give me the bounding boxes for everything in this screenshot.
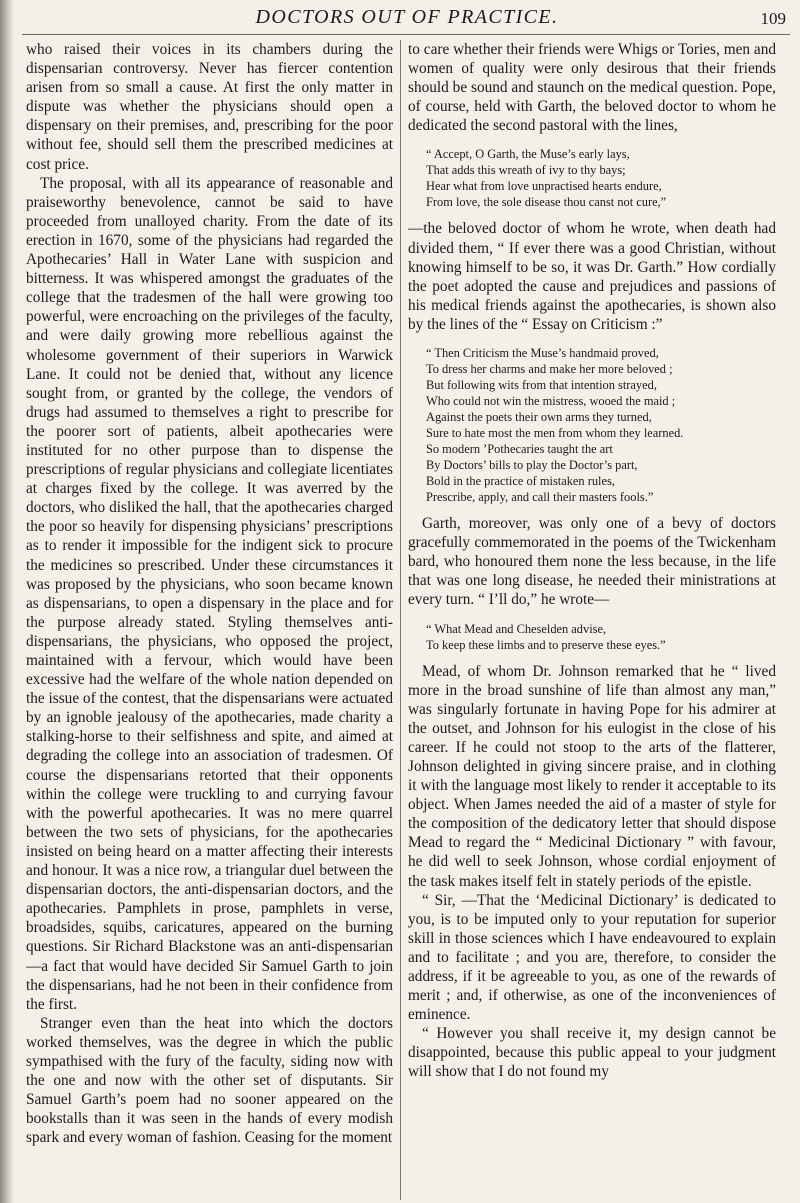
left-column [26, 40, 393, 1200]
verse-line: From love, the sole disease thou canst not cure,” [426, 195, 667, 210]
verse-line: “ Then Criticism the Muse’s handmaid proved, [426, 346, 659, 361]
verse-quote-mead-cheselden [426, 621, 776, 653]
paragraph: Mead, of whom Dr. Johnson remarked that he “ lived more in the broad sunshine of life than almost any man,” was singularly fortunate in having Pope for his admirer at the outset, and Johnson for his eulogist in the close of his career. If he could not stoop to the arts of the flatterer, Johnson delighted in giving sincere praise, and in clothing it with the language most likely to render it acceptable to its object. When James needed the aid of a master of style for the composition of the dedicatory letter that should dispose Mead to regard the “ Medicinal Dictionary ” with favour, he did well to seek Johnson, whose cordial enjoyment of the task makes itself felt in stately periods of the epistle. [408, 662, 776, 890]
paragraph: The proposal, with all its appearance of reasonable and praiseworthy benevolence, cannot be said to have proceeded from unalloyed charity. From the date of its erection in 1670, some of the physicians had regarded the Apothecaries’ Hall in Water Lane with suspicion and bitterness. It was whispered amongst the graduates of the college that the tradesmen of the hall were growing too powerful, were encroaching on the privileges of the faculty, and were daily growing more rebellious against the wholesome government of their superiors in Warwick Lane. It could not be denied that, without any licence sought from, or granted by the college, the vendors of drugs had assumed to themselves a right to prescribe for the poorer sort of patients, albeit apothecaries were instituted for no other purpose than to dispense the prescriptions of regular physicians and collegiate licentiates at charges fixed by the college. It was averred by the doctors, who disliked the hall, that the apothecaries charged the poor so heavily for dispensing physicians’ prescriptions as to render it impossible for the indigent sick to procure the medicines so prescribed. Under these circumstances it was proposed by the physicians, who soon became known as dispensarians, to open a dispensary in the place and for the purpose already stated. Styling themselves anti-dispensarians, the physicians, who opposed the project, maintained with a fervour, which would have been excessive had the welfare of the whole nation depended on the issue of the contest, that the dispensarians were actuated by an ignoble jealousy of the apothecaries, made charity a stalking-horse to their selfishness and spite, and aimed at degrading the college into an association of tradesmen. Of course the dispensarians retorted that their opponents within the college were truckling to and currying favour with the powerful apothecaries. It was no mere quarrel between the two sets of physicians, for the apothecaries insisted on being heard on a matter affecting their interests and honour. It was a nice row, a triangular duel between the dispensarian doctors, the anti-dispensarian doctors, and the apothecaries. Pamphlets in prose, pamphlets in verse, broadsides, squibs, caricatures, appeared on the burning questions. Sir Richard Blackstone was an anti-dispensarian—a fact that would have decided Sir Samuel Garth to join the dispensarians, had he not been in their confidence from the first. [26, 174, 393, 1013]
paragraph: Stranger even than the heat into which the doctors worked themselves, was the degree in which the public sympathised with the fury of the faculty, siding now with the one and now with the other set of disputants. Sir Samuel Garth’s poem had no sooner appeared on the bookstalls than it was seen in the hands of every modish spark and every woman of fashion. Ceasing for the moment [26, 1014, 393, 1147]
right-column [408, 40, 776, 1200]
verse-line: So modern ’Pothecaries taught the art [426, 442, 613, 457]
verse-line: Hear what from love unpractised hearts endure, [426, 179, 662, 194]
verse-line: By Doctors’ bills to play the Doctor’s part, [426, 458, 638, 473]
verse-line: To keep these limbs and to preserve these eyes.” [426, 637, 666, 652]
running-title: DOCTORS OUT OF PRACTICE. [255, 6, 559, 28]
verse-line: Sure to hate most the men from whom they learned. [426, 426, 684, 441]
verse-line: That adds this wreath of ivy to thy bays; [426, 163, 626, 178]
paragraph: to care whether their friends were Whigs or Tories, men and women of quality were only desirous that their friends should be sound and staunch on the medical question. Pope, of course, held with Garth, the beloved doctor to whom he dedicated the second pastoral with the lines, [408, 41, 776, 135]
column-divider [400, 40, 401, 1200]
verse-line: Who could not win the mistress, wooed the maid ; [426, 394, 676, 409]
page-number: 109 [760, 9, 786, 28]
binding-shadow [0, 0, 14, 1203]
verse-line: But following wits from that intention strayed, [426, 378, 657, 393]
verse-line: Bold in the practice of mistaken rules, [426, 474, 615, 489]
paragraph: —the beloved doctor of whom he wrote, when death had divided them, “ If ever there was a good Christian, without knowing himself to be so, it was Dr. Garth.” How cordially the poet adopted the cause and prejudices and passions of his medical friends against the apothecaries, is shown also by the lines of the “ Essay on Criticism :” [408, 220, 776, 333]
paragraph: who raised their voices in its chambers during the dispensarian controversy. Never has fiercer contention arisen from so small a cause. At first the only matter in dispute was whether the physicians should open a dispensary on their premises, and, prescribing for the poor without fee, should sell them the prescribed medicines at cost price. [26, 41, 393, 173]
verse-line: Prescribe, apply, and call their masters fools.” [426, 490, 654, 505]
verse-line: “ What Mead and Cheselden advise, [426, 621, 607, 636]
header-rule [22, 34, 790, 35]
page-header [14, 2, 800, 32]
verse-line: To dress her charms and make her more beloved ; [426, 362, 673, 377]
paragraph: Garth, moreover, was only one of a bevy of doctors gracefully commemorated in the poems of the Twickenham bard, who honoured them none the less because, in the life that was one long disease, he needed their ministrations at every turn. “ I’ll do,” he wrote— [408, 515, 776, 609]
verse-quote-essay-on-criticism [426, 345, 776, 505]
verse-quote-pope-pastoral [426, 146, 776, 210]
paragraph: “ However you shall receive it, my design cannot be disappointed, because this public appeal to your judgment will show that I do not found my [408, 1025, 776, 1081]
verse-line: “ Accept, O Garth, the Muse’s early lays, [426, 147, 630, 162]
paragraph: “ Sir, —That the ‘Medicinal Dictionary’ is dedicated to you, is to be imputed only to your reputation for superior skill in those sciences which I have endeavoured to explain and to facilitate ; and you are, therefore, to consider the address, if it be agreeable to you, as one of the rewards of merit ; and, if otherwise, as one of the inconveniences of eminence. [408, 891, 776, 1024]
verse-line: Against the poets their own arms they turned, [426, 410, 652, 425]
